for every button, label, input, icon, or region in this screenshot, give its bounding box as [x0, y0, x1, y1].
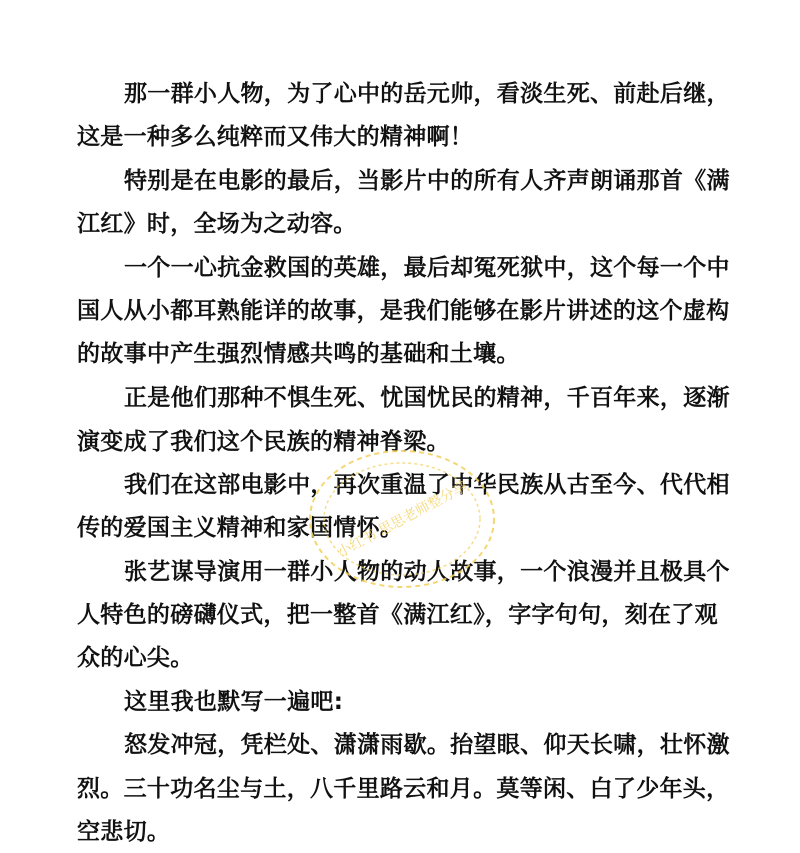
- paragraph-2-line-1: 特别是在电影的最后，当影片中的所有人齐声朗诵那首《满: [124, 168, 730, 194]
- watermark-text: 小红书 思思老师整分享: [334, 478, 470, 561]
- paragraph-7-line-1: 这里我也默写一遍吧:: [124, 689, 344, 715]
- paragraph-5-line-2: 传的爱国主义精神和家国情怀。: [77, 515, 404, 541]
- paragraph-1-line-1: 那一群小人物，为了心中的岳元帅，看淡生死、前赴后继，: [124, 81, 730, 107]
- paragraph-6-line-2: 人特色的磅礴仪式，把一整首《满江红》，字字句句，刻在了观: [77, 602, 718, 628]
- paragraph-2-line-2: 江红》时，全场为之动容。: [77, 211, 357, 237]
- poem-line-2: 烈。三十功名尘与土，八千里路云和月。莫等闲、白了少年头，: [77, 776, 730, 802]
- paragraph-5-line-1: 我们在这部电影中，再次重温了中华民族从古至今、代代相: [124, 472, 730, 498]
- paragraph-4-line-1: 正是他们那种不惧生死、忧国忧民的精神，千百年来，逐渐: [124, 385, 730, 411]
- paragraph-6-line-3: 众的心尖。: [77, 645, 194, 671]
- poem-line-3: 空悲切。: [77, 819, 171, 845]
- paragraph-1-line-2: 这是一种多么纯粹而又伟大的精神啊！: [77, 124, 474, 150]
- paragraph-3-line-1: 一个一心抗金救国的英雄，最后却冤死狱中，这个每一个中: [124, 255, 730, 281]
- paragraph-3-line-2: 国人从小都耳熟能详的故事，是我们能够在影片讲述的这个虚构: [77, 298, 730, 324]
- paragraph-6-line-1: 张艺谋导演用一群小人物的动人故事，一个浪漫并且极具个: [124, 559, 730, 585]
- poem-line-1: 怒发冲冠，凭栏处、潇潇雨歇。抬望眼、仰天长啸，壮怀激: [124, 732, 730, 758]
- paragraph-4-line-2: 演变成了我们这个民族的精神脊梁。: [77, 429, 450, 455]
- paragraph-3-line-3: 的故事中产生强烈情感共鸣的基础和土壤。: [77, 341, 520, 367]
